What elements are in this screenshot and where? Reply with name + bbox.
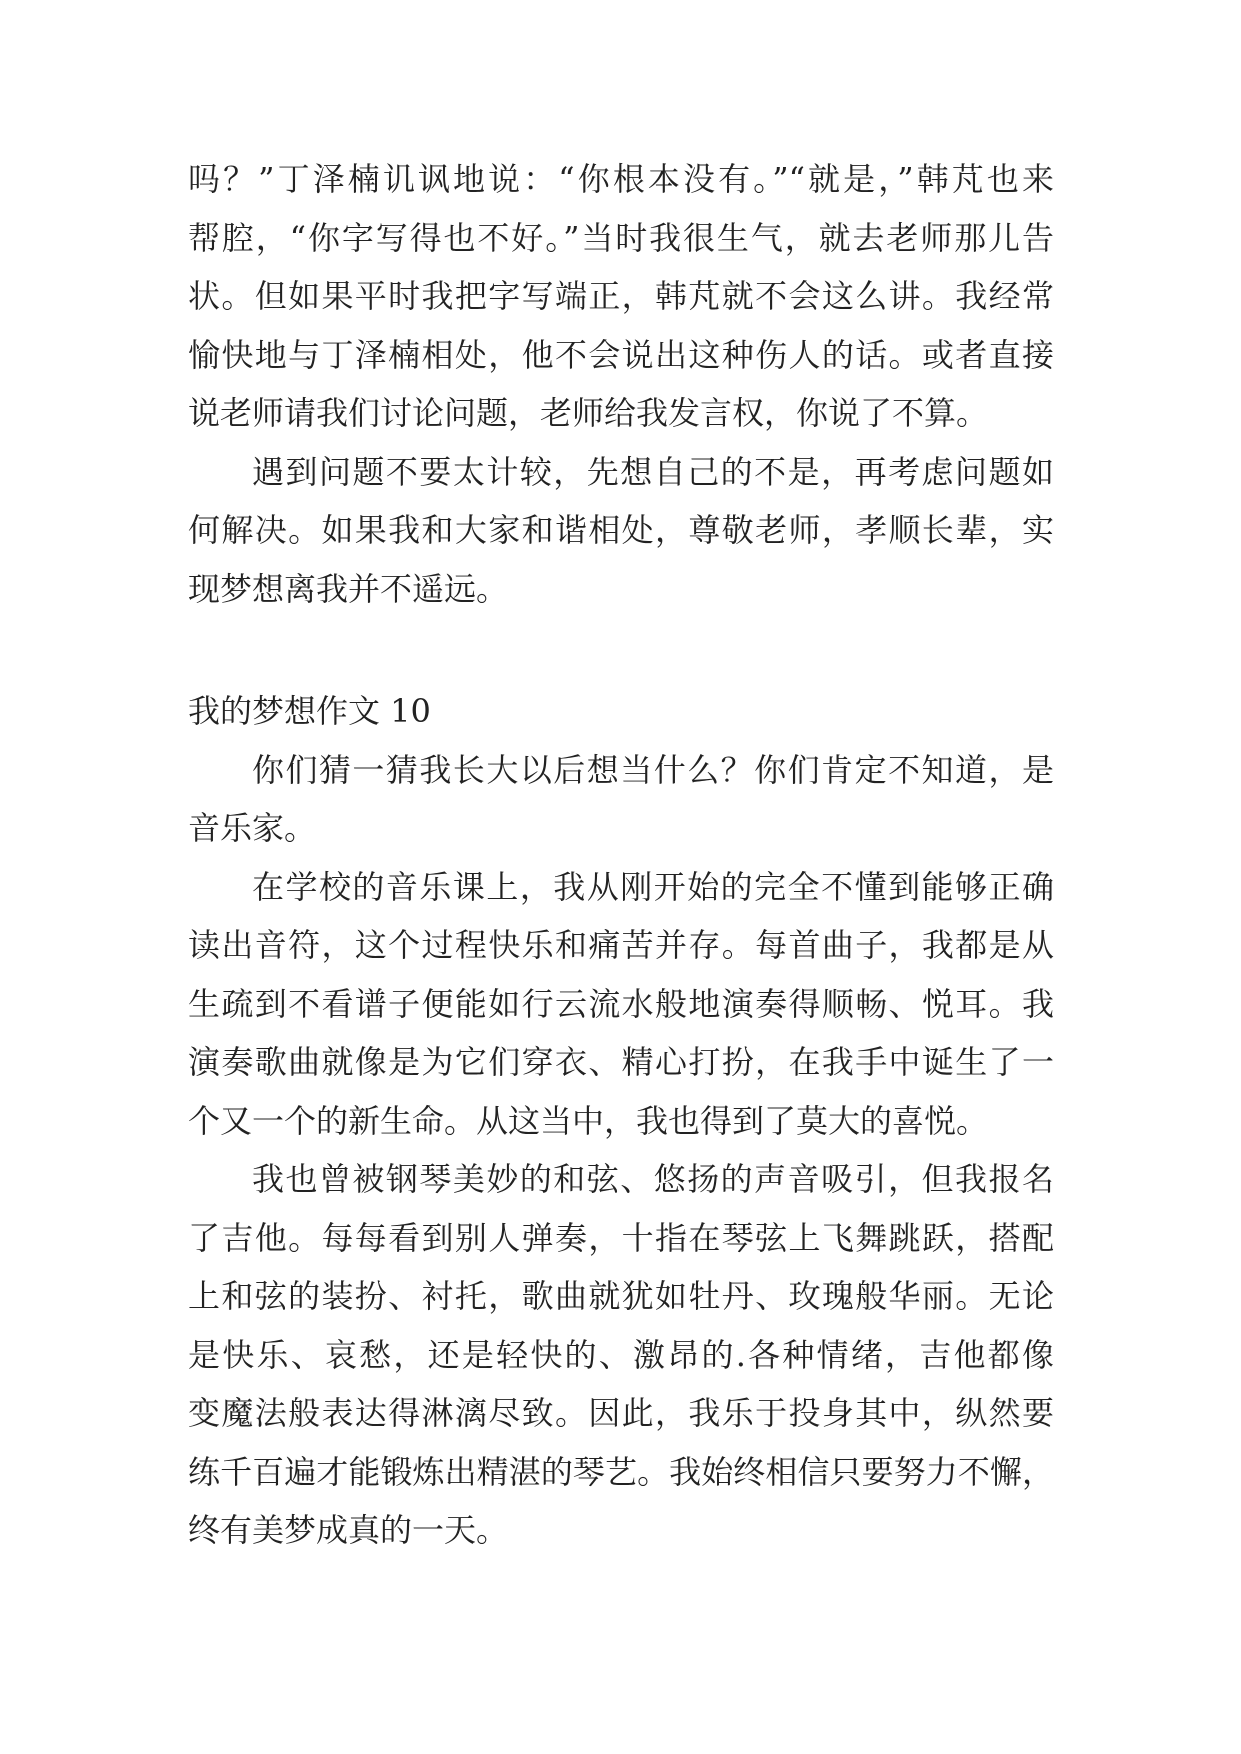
document-body — [188, 150, 1054, 1560]
section-title: 我的梦想作文 10 — [188, 692, 431, 730]
text-line: 练千百遍才能锻炼出精湛的琴艺。我始终相信只要努力不懈， — [188, 1452, 1054, 1491]
text-line: 我也曾被钢琴美妙的和弦、悠扬的声音吸引，但我报名 — [252, 1160, 1054, 1198]
text-line: 说老师请我们讨论问题，老师给我发言权，你说了不算。 — [188, 394, 989, 432]
text-line: 读出音符，这个过程快乐和痛苦并存。每首曲子，我都是从 — [188, 926, 1054, 964]
text-line: 生疏到不看谱子便能如行云流水般地演奏得顺畅、悦耳。我 — [188, 984, 1054, 1023]
text-line: 在学校的音乐课上，我从刚开始的完全不懂到能够正确 — [252, 867, 1054, 906]
paragraph-4 — [188, 858, 1054, 1151]
text-line: 音乐家。 — [188, 809, 317, 847]
text-line: 终有美梦成真的一天。 — [188, 1511, 509, 1549]
paragraph-5 — [188, 1150, 1054, 1560]
text-line: 吗？”丁泽楠讥讽地说：“你根本没有。”“就是，”韩芃也来 — [188, 160, 1054, 198]
section-gap — [188, 618, 1054, 682]
text-line: 演奏歌曲就像是为它们穿衣、精心打扮，在我手中诞生了一 — [188, 1043, 1054, 1081]
text-line: 上和弦的装扮、衬托，歌曲就犹如牡丹、玫瑰般华丽。无论 — [188, 1277, 1054, 1315]
paragraph-1 — [188, 150, 1054, 443]
paragraph-2 — [188, 443, 1054, 619]
text-line: 现梦想离我并不遥远。 — [188, 569, 509, 608]
text-line: 状。但如果平时我把字写端正，韩芃就不会这么讲。我经常 — [188, 277, 1054, 315]
text-line: 愉快地与丁泽楠相处，他不会说出这种伤人的话。或者直接 — [188, 335, 1054, 374]
text-line: 你们猜一猜我长大以后想当什么？你们肯定不知道，是 — [252, 750, 1054, 789]
text-line: 遇到问题不要太计较，先想自己的不是，再考虑问题如 — [252, 452, 1054, 491]
paragraph-3 — [188, 741, 1054, 858]
text-line: 何解决。如果我和大家和谐相处，尊敬老师，孝顺长辈，实 — [188, 511, 1054, 549]
text-line: 个又一个的新生命。从这当中，我也得到了莫大的喜悦。 — [188, 1101, 989, 1140]
text-line: 帮腔，“你字写得也不好。”当时我很生气，就去老师那儿告 — [188, 218, 1054, 257]
text-line: 变魔法般表达得淋漓尽致。因此，我乐于投身其中，纵然要 — [188, 1394, 1054, 1432]
text-line: 了吉他。每每看到别人弹奏，十指在琴弦上飞舞跳跃，搭配 — [188, 1218, 1054, 1257]
text-line: 是快乐、哀愁，还是轻快的、激昂的.各种情绪，吉他都像 — [188, 1335, 1054, 1374]
